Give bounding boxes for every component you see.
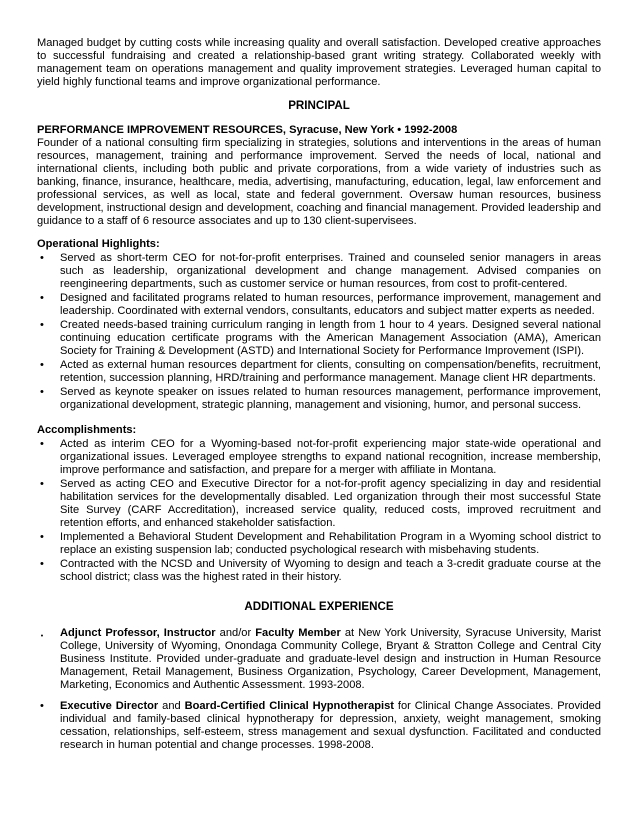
role-title: Adjunct Professor, Instructor	[60, 627, 216, 639]
list-item-text: Acted as external human resources department for clients, consulting on compensation/benefits, recruitment, retention, succession planning, HRD/training and performance management. Manage client HR departments.	[60, 359, 601, 384]
list-item-text: Served as acting CEO and Executive Director for a not-for-profit agency specializing in day and residential habilitation services for the developmentally disabled. Led organization through their most successful State Site Survey (CARF Accreditation), increased service quality, reduced costs, improved recruitment and retention efforts, and enhanced stakeholder satisfaction.	[60, 478, 601, 529]
list-item-text: Contracted with the NCSD and University of Wyoming to design and teach a 3-credit graduate course at the school district; class was the highest rated in their history.	[60, 558, 601, 583]
bullet-icon: •	[40, 531, 44, 543]
list-item	[37, 292, 601, 318]
list-item	[37, 386, 601, 412]
bullet-icon: •	[40, 319, 44, 331]
employer-separator: •	[397, 124, 402, 136]
list-item-text: Implemented a Behavioral Student Development and Rehabilitation Program in a Wyoming school district to replace an existing suspension lab; conducted psychological research with misbehaving students.	[60, 531, 601, 556]
list-item	[37, 319, 601, 358]
list-item	[37, 478, 601, 530]
bullet-icon: •	[40, 386, 44, 398]
accomplishments-title: Accomplishments:	[37, 424, 137, 436]
bullet-icon: •	[40, 359, 44, 371]
role-description: at New York University, Syracuse University, Marist College, University of Wyoming, Onondaga Community College, Bryant & Stratton College and Central City Business Institute. Provided under-graduate and graduate-level design and instruction in Human Resource Management, Retail Management, Business Organization, Psychology, Career Development, Management, Marketing, Economics and Authentic Assessment. 1993-2008.	[60, 627, 601, 691]
list-item-text	[60, 627, 601, 691]
resume-page	[37, 37, 601, 760]
bullet-icon: •	[40, 252, 44, 264]
bullet-icon: •	[40, 292, 44, 304]
list-item-text: Served as keynote speaker on issues related to human resources management, performance improvement, organizational development, strategic planning, management and visioning, humor, and personal success.	[60, 386, 601, 411]
role-title-secondary: Board-Certified Clinical Hypnotherapist	[184, 700, 394, 712]
highlights-title: Operational Highlights:	[37, 238, 160, 250]
list-item	[37, 359, 601, 385]
bullet-icon: •	[40, 633, 44, 640]
list-item-text: Designed and facilitated programs related to human resources, performance improvement, management and leadership. Coordinated with external vendors, consultants, educators and subject matter experts as needed.	[60, 292, 601, 317]
list-item	[37, 531, 601, 557]
list-item	[37, 438, 601, 477]
additional-experience-heading: ADDITIONAL EXPERIENCE	[244, 600, 394, 613]
list-item	[37, 627, 601, 692]
principal-heading: PRINCIPAL	[288, 99, 350, 112]
employer-line	[37, 124, 601, 137]
bullet-icon: •	[40, 700, 44, 712]
list-item	[37, 252, 601, 291]
highlights-list	[37, 252, 601, 412]
role-connector: and/or	[215, 627, 256, 639]
bullet-icon: •	[40, 558, 44, 570]
list-item-text: Served as short-term CEO for not-for-profit enterprises. Trained and counseled senior managers in areas such as leadership, organizational development and change management. Advised companies on reengineering departments, such as customer service or human resources, from cost to profit-centered.	[60, 252, 601, 290]
list-item	[37, 558, 601, 584]
list-item-text: Created needs-based training curriculum ranging in length from 1 hour to 4 years. Designed several national continuing education certificate programs with the American Management Association (AMA), American Society for Training & Development (ASTD) and International Society for Performance Improvement (ISPI).	[60, 319, 601, 357]
list-item	[37, 700, 601, 752]
employer-dates: 1992-2008	[404, 124, 458, 136]
role-description: for Clinical Change Associates. Provided individual and family-based clinical hypnotherapy for depression, anxiety, weight management, smoking cessation, relationships, self-esteem, stress management and sexual dysfunction. Facilitated and conducted research in human potential and change processes. 1998-2008.	[60, 700, 601, 751]
role-title-secondary: Faculty Member	[255, 627, 341, 639]
additional-experience-list	[37, 627, 601, 752]
list-item-text	[60, 700, 601, 751]
intro-paragraph: Managed budget by cutting costs while increasing quality and overall satisfaction. Developed creative approaches to successful fundraising and created a relationship-based grant writing strategy. Collaborated weekly with management team on operations management and quality improvement strategies. Leveraged human capital to yield highly functional teams and improve organizational performance.	[37, 37, 601, 88]
employer-name: PERFORMANCE IMPROVEMENT RESOURCES, Syracuse, New York	[37, 124, 395, 136]
accomplishments-list	[37, 438, 601, 584]
role-connector: and	[158, 700, 185, 712]
role-title: Executive Director	[60, 700, 159, 712]
bullet-icon: •	[40, 478, 44, 490]
principal-summary: Founder of a national consulting firm specializing in strategies, solutions and interventions in the areas of human resources, management, training and performance improvement. Served the needs of local, national and international clients, including both public and private corporations, from a wide variety of industries such as banking, finance, insurance, healthcare, media, advertising, manufacturing, education, legal, law enforcement and professional services, as well as local, state and federal government. Oversaw human resources, business development, instructional design and development, coaching and financial management. Provided leadership and guidance to a staff of 6 resource associates and up to 130 client-supervisees.	[37, 137, 601, 227]
list-item-text: Acted as interim CEO for a Wyoming-based not-for-profit experiencing major state-wide operational and organizational issues. Leveraged employee strengths to expand national recognition, increase membership, improve performance and satisfaction, and prepare for a merger with affiliate in Montana.	[60, 438, 601, 476]
bullet-icon: •	[40, 438, 44, 450]
